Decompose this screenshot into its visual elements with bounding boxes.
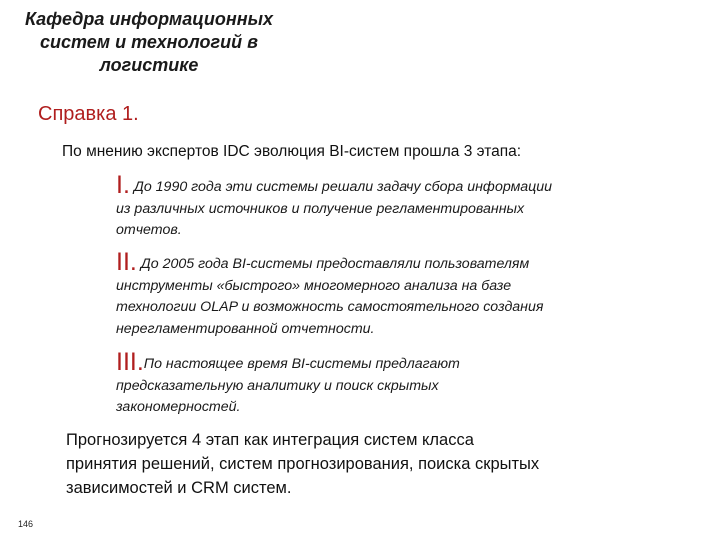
stage-first-line xyxy=(116,173,696,199)
stage-numeral: II. xyxy=(116,248,137,276)
stage-text: До 1990 года эти системы решали задачу сбора информации xyxy=(129,179,553,195)
stage-text-line: из различных источников и получение регламентированных xyxy=(116,200,525,217)
department-title-line: Кафедра информационных xyxy=(25,9,273,29)
stage-text-line: нерегламентированной отчетности. xyxy=(116,320,375,337)
stage-text-line: технологии OLAP и возможность самостоятельного создания xyxy=(116,299,544,315)
stage-text-line: отчетов. xyxy=(116,222,182,238)
intro-text: По мнению экспертов IDC эволюция BI-систем прошла 3 этапа: xyxy=(62,143,522,160)
stage-item-1 xyxy=(116,173,696,242)
stage-text: До 2005 года BI-системы предоставляли пользователям xyxy=(136,256,530,272)
stage-numeral: I. xyxy=(116,171,130,199)
stage-text: По настоящее время BI-системы предлагают xyxy=(143,356,460,372)
forecast-paragraph xyxy=(66,428,666,500)
department-title-line: систем и технологий в xyxy=(40,32,258,52)
stage-first-line xyxy=(116,250,696,276)
stage-text-line: закономерностей. xyxy=(116,399,241,415)
department-title xyxy=(4,8,294,77)
forecast-line: зависимостей и CRM систем. xyxy=(66,479,292,497)
forecast-line: Прогнозируется 4 этап как интеграция систем класса xyxy=(66,431,474,449)
slide-heading: Справка 1. xyxy=(38,103,139,125)
stage-text-line: инструменты «быстрого» многомерного анализа на базе xyxy=(116,277,512,294)
stage-text-line: предсказательную аналитику и поиск скрытых xyxy=(116,377,439,394)
department-title-line: логистике xyxy=(99,55,199,75)
stage-numeral: III. xyxy=(116,348,144,376)
page-number: 146 xyxy=(18,519,34,529)
forecast-line: принятия решений, систем прогнозирования, поиска скрытых xyxy=(66,455,540,473)
stage-item-2 xyxy=(116,250,696,340)
stage-first-line xyxy=(116,350,696,376)
stage-item-3 xyxy=(116,350,696,419)
